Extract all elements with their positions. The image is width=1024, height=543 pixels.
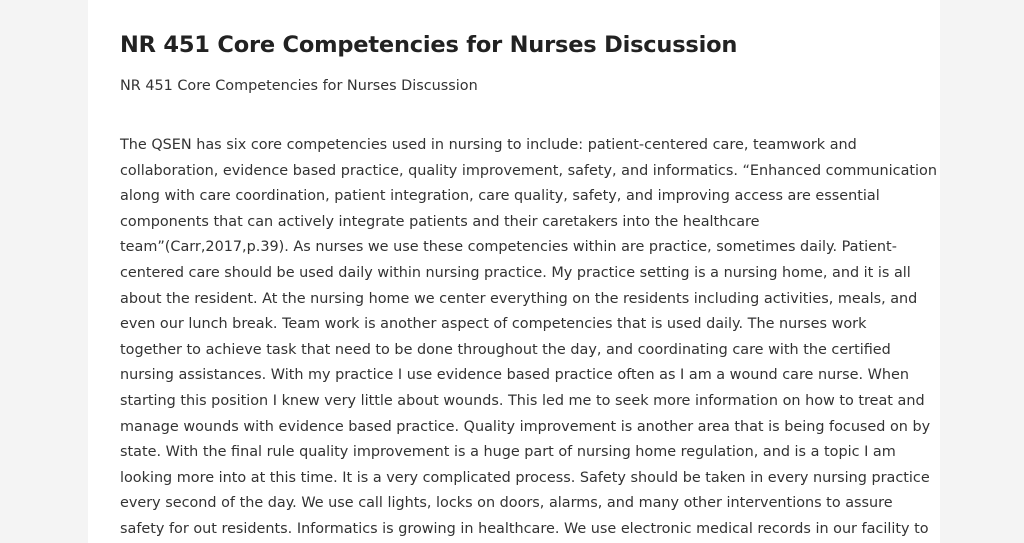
body-line: team”(Carr,2017,p.39). As nurses we use these competencies within are practice, sometimes daily. Patient- <box>120 239 897 256</box>
body-line: looking more into at this time. It is a very complicated process. Safety should be taken in every nursing practice <box>120 469 930 486</box>
body-line: along with care coordination, patient integration, care quality, safety, and improving access are essential <box>120 188 880 205</box>
body-line: nursing assistances. With my practice I use evidence based practice often as I am a wound care nurse. When <box>120 367 909 384</box>
body-line: manage wounds with evidence based practice. Quality improvement is another area that is being focused on by <box>120 418 931 435</box>
body-line: every second of the day. We use call lights, locks on doors, alarms, and many other interventions to assure <box>120 495 893 512</box>
body-line: centered care should be used daily within nursing practice. My practice setting is a nursing home, and it is all <box>120 264 911 281</box>
body-line: together to achieve task that need to be done throughout the day, and coordinating care with the certified <box>120 341 891 358</box>
article-body <box>120 133 937 543</box>
page-panel <box>88 0 940 543</box>
body-line: collaboration, evidence based practice, quality improvement, safety, and informatics. “Enhanced communication <box>120 162 937 179</box>
body-line: starting this position I knew very little about wounds. This led me to seek more information on how to treat and <box>120 392 925 409</box>
page-subtitle: NR 451 Core Competencies for Nurses Discussion <box>120 78 478 94</box>
body-line: components that can actively integrate patients and their caretakers into the healthcare <box>120 213 760 230</box>
body-line: about the resident. At the nursing home we center everything on the residents including activities, meals, and <box>120 290 918 307</box>
body-line: The QSEN has six core competencies used in nursing to include: patient-centered care, teamwork and <box>120 137 857 153</box>
body-line: state. With the final rule quality improvement is a huge part of nursing home regulation, and is a topic I am <box>120 444 896 461</box>
body-line: safety for out residents. Informatics is growing in healthcare. We use electronic medical records in our facility to <box>120 520 929 537</box>
body-line: even our lunch break. Team work is another aspect of competencies that is used daily. The nurses work <box>120 316 867 333</box>
article <box>120 30 937 543</box>
page-title: NR 451 Core Competencies for Nurses Discussion <box>120 32 738 58</box>
